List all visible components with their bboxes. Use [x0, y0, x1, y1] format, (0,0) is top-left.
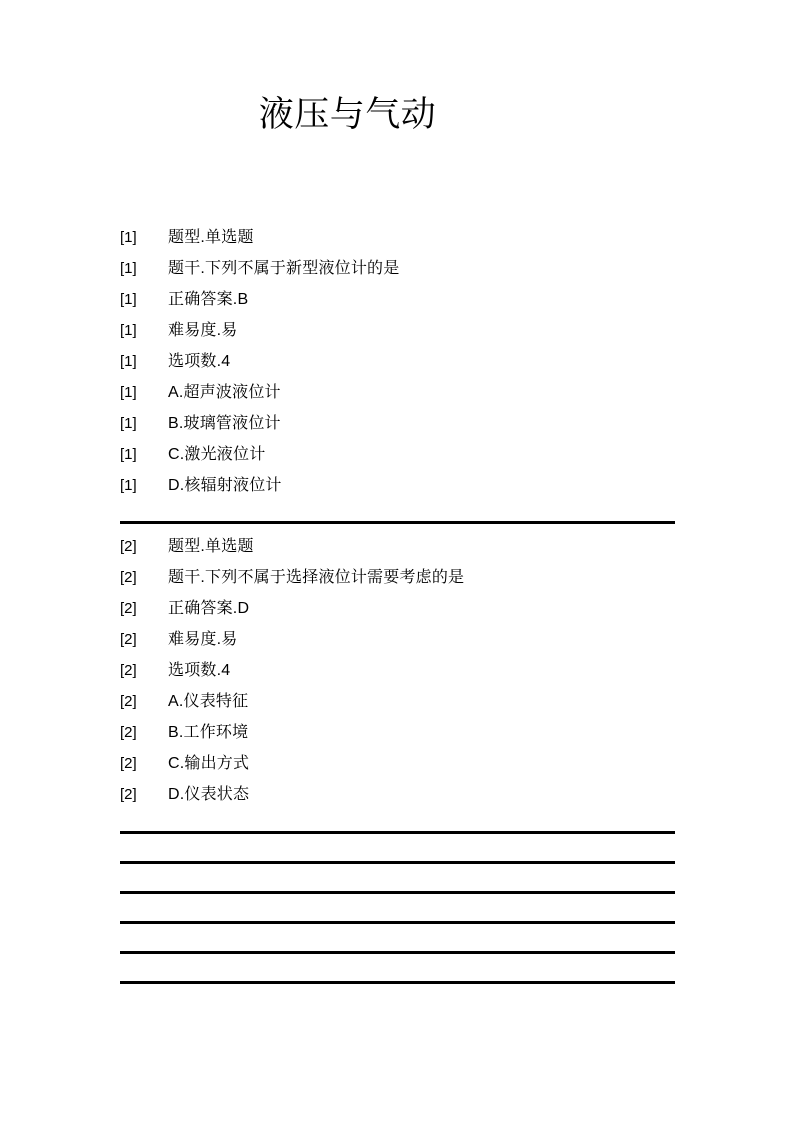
section-divider: [120, 521, 675, 524]
question-index-tag: [2]: [120, 538, 137, 555]
question-index-tag: [1]: [120, 477, 137, 494]
question-option-text: B.工作环境: [168, 724, 249, 741]
page-title: 液压与气动: [258, 95, 437, 134]
question-option-row: [120, 408, 676, 439]
question-option-text: C.输出方式: [168, 755, 250, 772]
question-field-text: 题干.下列不属于选择液位计需要考虑的是: [168, 569, 465, 586]
question-row: [120, 253, 676, 284]
question-index-tag: [1]: [120, 415, 137, 432]
question-index-tag: [1]: [120, 446, 137, 463]
question-field-text: 选项数.4: [168, 353, 231, 370]
question-row: [120, 315, 676, 346]
table-row: [120, 861, 675, 891]
question-row: [120, 562, 676, 593]
question-index-tag: [2]: [120, 662, 137, 679]
question-option-text: A.仪表特征: [168, 693, 249, 710]
question-option-row: [120, 686, 676, 717]
question-option-text: D.仪表状态: [168, 786, 250, 803]
question-row: [120, 655, 676, 686]
question-index-tag: [2]: [120, 569, 137, 586]
question-option-row: [120, 748, 676, 779]
question-index-tag: [2]: [120, 693, 137, 710]
question-index-tag: [1]: [120, 322, 137, 339]
question-index-tag: [2]: [120, 786, 137, 803]
question-option-text: B.玻璃管液位计: [168, 415, 281, 432]
question-field-text: 题干.下列不属于新型液位计的是: [168, 260, 400, 277]
question-field-text: 正确答案.D: [168, 600, 250, 617]
question-option-row: [120, 717, 676, 748]
empty-table: [120, 831, 675, 984]
question-option-row: [120, 439, 676, 470]
question-field-text: 题型.单选题: [168, 229, 254, 246]
question-field-text: 选项数.4: [168, 662, 231, 679]
question-option-row: [120, 779, 676, 810]
question-row: [120, 346, 676, 377]
question-index-tag: [1]: [120, 260, 137, 277]
question-index-tag: [1]: [120, 353, 137, 370]
question-index-tag: [1]: [120, 291, 137, 308]
table-row: [120, 921, 675, 951]
question-field-text: 正确答案.B: [168, 291, 249, 308]
question-index-tag: [1]: [120, 384, 137, 401]
table-row: [120, 891, 675, 921]
question-field-text: 难易度.易: [168, 322, 238, 339]
question-block-2: [120, 531, 676, 810]
question-index-tag: [2]: [120, 600, 137, 617]
question-index-tag: [2]: [120, 631, 137, 648]
table-row: [120, 951, 675, 981]
question-field-text: 题型.单选题: [168, 538, 254, 555]
question-option-text: D.核辐射液位计: [168, 477, 282, 494]
question-row: [120, 593, 676, 624]
question-index-tag: [2]: [120, 724, 137, 741]
table-row: [120, 831, 675, 861]
question-option-text: A.超声波液位计: [168, 384, 281, 401]
question-row: [120, 531, 676, 562]
table-bottom-border: [120, 981, 675, 984]
question-field-text: 难易度.易: [168, 631, 238, 648]
question-row: [120, 222, 676, 253]
question-row: [120, 284, 676, 315]
question-block-1: [120, 222, 676, 501]
question-option-text: C.激光液位计: [168, 446, 266, 463]
question-index-tag: [1]: [120, 229, 137, 246]
question-row: [120, 624, 676, 655]
question-option-row: [120, 377, 676, 408]
question-option-row: [120, 470, 676, 501]
question-index-tag: [2]: [120, 755, 137, 772]
